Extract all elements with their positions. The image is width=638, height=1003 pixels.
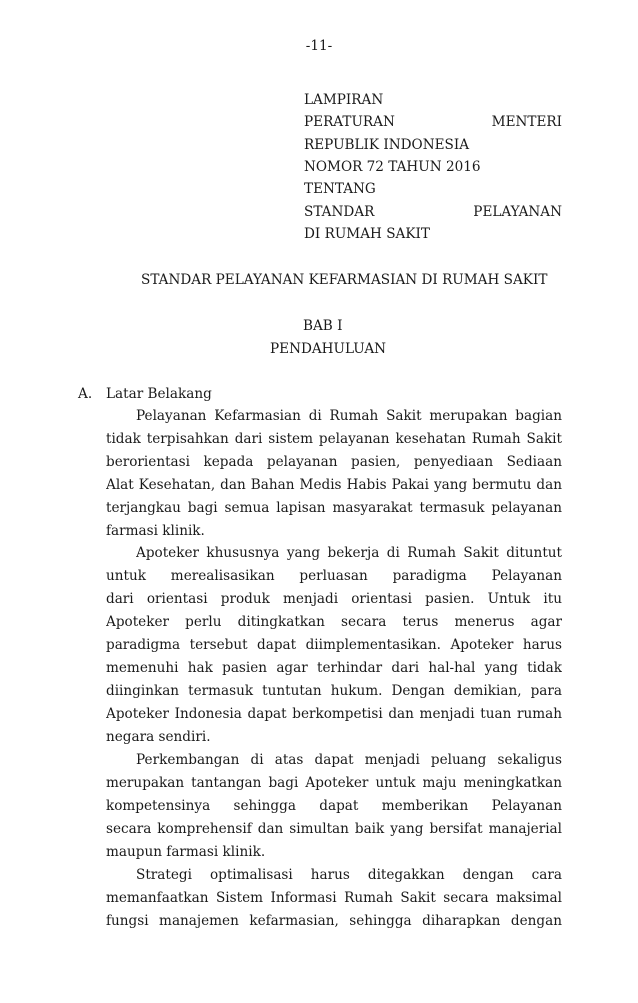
body-line: paradigma tersebut dapat diimplementasikan. Apoteker harus	[106, 637, 562, 653]
body-line: untuk merealisasikan perluasan paradigma Pelayanan	[106, 568, 562, 584]
body-line: fungsi manajemen kefarmasian, sehingga diharapkan dengan	[106, 913, 562, 929]
header-line-peraturan: PERATURAN MENTERI	[304, 114, 562, 130]
body-line: maupun farmasi klinik.	[106, 844, 266, 860]
document-title: STANDAR PELAYANAN KEFARMASIAN DI RUMAH SAKIT	[141, 272, 548, 288]
body-line: memenuhi hak pasien agar terhindar dari hal-hal yang tidak	[106, 660, 562, 676]
header-line-lampiran: LAMPIRAN	[304, 92, 384, 108]
header-line-rumah-sakit: DI RUMAH SAKIT	[304, 226, 430, 242]
body-line: tidak terpisahkan dari sistem pelayanan kesehatan Rumah Sakit	[106, 431, 562, 447]
body-line: farmasi klinik.	[106, 523, 205, 539]
header-line-republik: REPUBLIK INDONESIA	[304, 137, 470, 153]
body-line: Strategi optimalisasi harus ditegakkan dengan cara	[136, 867, 562, 883]
body-line: dari orientasi produk menjadi orientasi pasien. Untuk itu	[106, 591, 562, 607]
body-line: Perkembangan di atas dapat menjadi peluang sekaligus	[136, 752, 562, 768]
body-line: terjangkau bagi semua lapisan masyarakat termasuk pelayanan	[106, 500, 562, 516]
section-heading: Latar Belakang	[106, 386, 212, 402]
chapter-number: BAB I	[303, 318, 343, 334]
header-line-nomor: NOMOR 72 TAHUN 2016	[304, 159, 481, 175]
body-line: Apoteker khususnya yang bekerja di Rumah Sakit dituntut	[136, 545, 562, 561]
body-line: berorientasi kepada pelayanan pasien, penyediaan Sediaan	[106, 454, 562, 470]
chapter-name: PENDAHULUAN	[270, 341, 387, 357]
body-line: Alat Kesehatan, dan Bahan Medis Habis Pakai yang bermutu dan	[106, 477, 562, 493]
header-line-tentang: TENTANG	[304, 181, 376, 197]
body-line: Apoteker perlu ditingkatkan secara terus menerus agar	[106, 614, 562, 630]
body-line: memanfaatkan Sistem Informasi Rumah Sakit secara maksimal	[106, 890, 562, 906]
header-line-standar: STANDAR PELAYANAN	[304, 204, 562, 220]
body-line: diinginkan termasuk tuntutan hukum. Dengan demikian, para	[106, 683, 562, 699]
body-line: Apoteker Indonesia dapat berkompetisi dan menjadi tuan rumah	[106, 706, 562, 722]
body-line: Pelayanan Kefarmasian di Rumah Sakit merupakan bagian	[136, 408, 562, 424]
body-line: kompetensinya sehingga dapat memberikan Pelayanan	[106, 798, 562, 814]
body-line: negara sendiri.	[106, 729, 211, 745]
body-line: merupakan tantangan bagi Apoteker untuk maju meningkatkan	[106, 775, 562, 791]
page-number: -11-	[305, 38, 333, 54]
body-line: secara komprehensif dan simultan baik yang bersifat manajerial	[106, 821, 562, 837]
section-marker: A.	[78, 386, 93, 402]
